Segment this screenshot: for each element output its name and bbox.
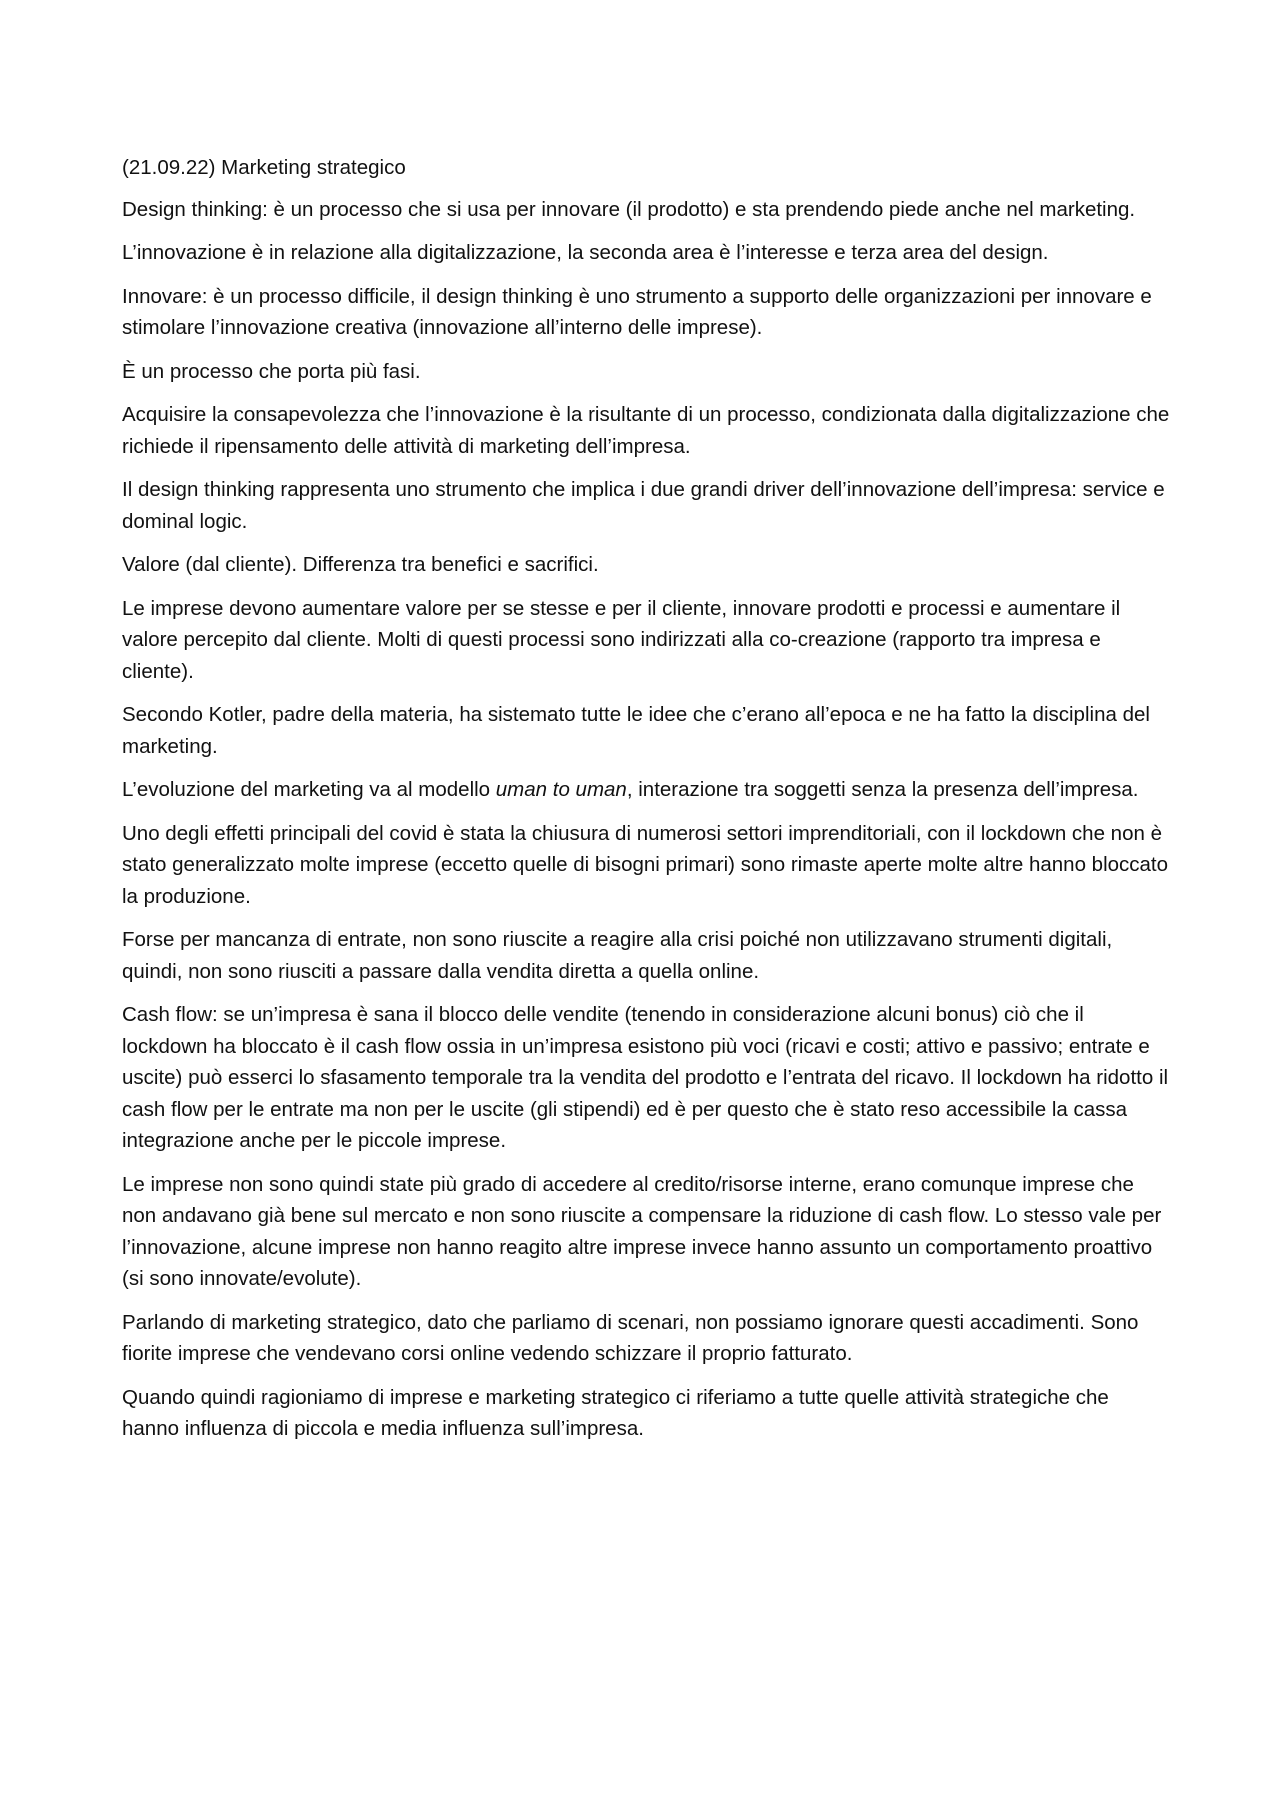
paragraph-fasi: È un processo che porta più fasi. — [122, 359, 421, 383]
paragraph-evoluzione — [122, 774, 1170, 806]
paragraph-innovare: Innovare: è un processo difficile, il design thinking è uno strumento a supporto delle organizzazioni per innovare e stimolare l’innovazione creativa (innovazione all’interno delle imprese). — [122, 284, 1152, 339]
paragraph-kotler: Secondo Kotler, padre della materia, ha sistemato tutte le idee che c’erano all’epoca e ne ha fatto la disciplina del marketing. — [122, 703, 1150, 758]
paragraph-conclusione: Quando quindi ragioniamo di imprese e marketing strategico ci riferiamo a tutte quelle attività strategiche che hanno influenza di piccola e media influenza sull’impresa. — [122, 1385, 1109, 1440]
paragraph-entrate: Forse per mancanza di entrate, non sono riuscite a reagire alla crisi poiché non utilizzavano strumenti digitali, quindi, non sono riusciti a passare dalla vendita diretta a quella online. — [122, 928, 1113, 983]
document-title: (21.09.22) Marketing strategico — [122, 156, 406, 179]
paragraph-innovazione: L’innovazione è in relazione alla digitalizzazione, la seconda area è l’interesse e terza area del design. — [122, 241, 1049, 264]
paragraph-cash-flow: Cash flow: se un’impresa è sana il blocco delle vendite (tenendo in considerazione alcuni bonus) ciò che il lockdown ha bloccato è il cash flow ossia in un’impresa esistono più voci (ricavi e costi; attivo e passivo; entrate e uscite) può esserci lo sfasamento temporale tra la vendita del prodotto e l’entrata del ricavo. Il lockdown ha ridotto il cash flow per le entrate ma non per le uscite (gli stipendi) ed è per questo che è stato reso accessibile la cassa integrazione anche per le piccole imprese. — [122, 1003, 1169, 1152]
paragraph-consapevolezza: Acquisire la consapevolezza che l’innovazione è la risultante di un processo, condizionata dalla digitalizzazione che richiede il ripensamento delle attività di marketing dell’impresa. — [122, 403, 1170, 458]
evoluzione-italic-term: uman to uman — [495, 778, 627, 801]
evoluzione-text-after: , interazione tra soggetti senza la presenza dell’impresa. — [626, 778, 1139, 801]
paragraph-covid: Uno degli effetti principali del covid è stata la chiusura di numerosi settori imprenditoriali, con il lockdown che non è stato generalizzato molte imprese (eccetto quelle di bisogni primari) sono rimaste aperte molte altre hanno bloccato la produzione. — [122, 821, 1169, 908]
paragraph-co-creazione: Le imprese devono aumentare valore per se stesse e per il cliente, innovare prodotti e processi e aumentare il valore percepito dal cliente. Molti di questi processi sono indirizzati alla co-creazione (rapporto tra impresa e cliente). — [122, 596, 1121, 683]
paragraph-valore: Valore (dal cliente). Differenza tra benefici e sacrifici. — [122, 553, 599, 576]
paragraph-scenari: Parlando di marketing strategico, dato che parliamo di scenari, non possiamo ignorare questi accadimenti. Sono fiorite imprese che vendevano corsi online vedendo schizzare il proprio fatturato. — [122, 1310, 1139, 1365]
evoluzione-text-before: L’evoluzione del marketing va al modello — [122, 778, 496, 801]
paragraph-design-thinking: Design thinking: è un processo che si usa per innovare (il prodotto) e sta prendendo piede anche nel marketing. — [122, 197, 1136, 221]
paragraph-driver: Il design thinking rappresenta uno strumento che implica i due grandi driver dell’innovazione dell’impresa: service e dominal logic. — [122, 478, 1165, 533]
document-body — [122, 152, 1170, 1457]
paragraph-credito: Le imprese non sono quindi state più grado di accedere al credito/risorse interne, erano comunque imprese che non andavano già bene sul mercato e non sono riuscite a compensare la riduzione di cash flow. Lo stesso vale per l’innovazione, alcune imprese non hanno reagito altre imprese invece hanno assunto un comportamento proattivo (si sono innovate/evolute). — [122, 1172, 1162, 1290]
